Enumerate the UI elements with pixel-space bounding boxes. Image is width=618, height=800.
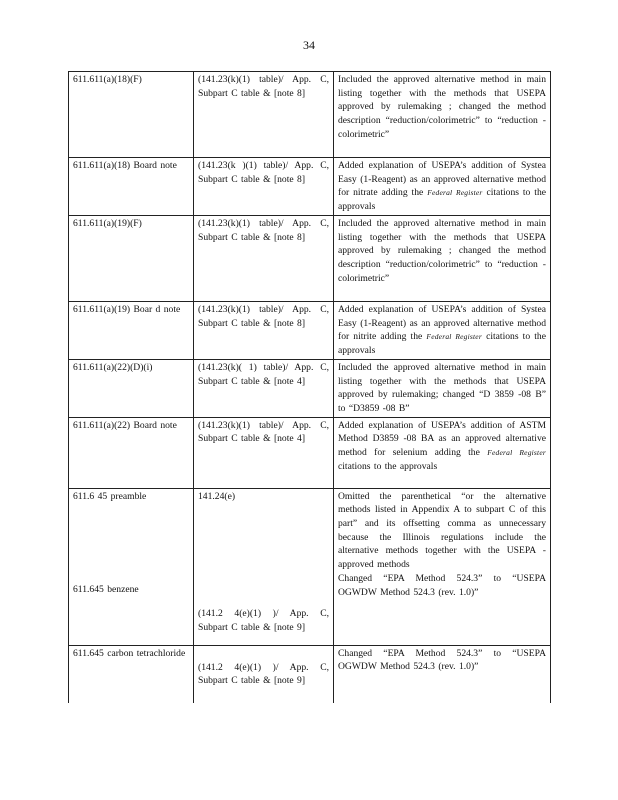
section-cell: 611.611(a)(19)(F)	[69, 215, 194, 301]
table-row	[69, 417, 551, 488]
table-row	[69, 215, 551, 301]
reference-cell: (141.23(k)(1) table)/ App. C, Subpart C table & [note 8]	[194, 215, 334, 301]
description-cell: Included the approved alternative method in main listing together with the methods that USEPA approved by rulemaking ; changed the method description “reduction/colorimetric” to “reduction - colorimetric”	[334, 215, 551, 301]
description-cell: Included the approved alternative method in main listing together with the methods that USEPA approved by rulemaking; changed “D 3859 -08 B” to “D3859 -08 B”	[334, 359, 551, 417]
section-cell: 611.611(a)(19) Boar d note	[69, 301, 194, 359]
reference-cell: (141.23(k)(1) table)/ App. C, Subpart C table & [note 4]	[194, 417, 334, 488]
section-cell: 611.645 carbon tetrachloride	[69, 645, 194, 703]
table-row	[69, 301, 551, 359]
description-cell: Omitted the parenthetical “or the alternative methods listed in Appendix A to subpart C of this part” and its offsetting comma as unnecessary because the Illinois regulations include the alternative methods together with the USEPA - approved methods Changed “EPA Method 524.3” to “USEPA OGWDW Method 524.3 (rev. 1.0)”	[334, 488, 551, 645]
description-cell: Added explanation of USEPA’s addition of Systea Easy (1-Reagent) as an approved alternative method for nitrate adding the Federal Register citations to the approvals	[334, 158, 551, 216]
reference-cell: (141.23(k)(1) table)/ App. C, Subpart C table & [note 8]	[194, 301, 334, 359]
reference-cell: (141.23(k )(1) table)/ App. C, Subpart C table & [note 8]	[194, 158, 334, 216]
description-cell: Added explanation of USEPA’s addition of Systea Easy (1-Reagent) as an approved alternative method for nitrite adding the Federal Register citations to the approvals	[334, 301, 551, 359]
reference-cell: (141.23(k)(1) table)/ App. C, Subpart C table & [note 8]	[194, 72, 334, 158]
description-cell: Included the approved alternative method in main listing together with the methods that USEPA approved by rulemaking ; changed the method description “reduction/colorimetric” to “reduction - colorimetric”	[334, 72, 551, 158]
reference-cell: (141.2 4(e)(1) )/ App. C, Subpart C table & [note 9]	[194, 645, 334, 703]
section-cell: 611.611(a)(22)(D)(i)	[69, 359, 194, 417]
table-row	[69, 645, 551, 703]
changes-table	[68, 71, 551, 703]
section-cell: 611.611(a)(18) Board note	[69, 158, 194, 216]
table-row	[69, 359, 551, 417]
page-number: 34	[303, 38, 315, 52]
description-cell: Added explanation of USEPA’s addition of ASTM Method D3859 -08 BA as an approved alternative method for selenium adding the Federal Register citations to the approvals	[334, 417, 551, 488]
table-row	[69, 158, 551, 216]
section-cell: 611.611(a)(18)(F)	[69, 72, 194, 158]
section-cell: 611.611(a)(22) Board note	[69, 417, 194, 488]
table-row	[69, 72, 551, 158]
reference-cell: 141.24(e) (141.2 4(e)(1) )/ App. C, Subpart C table & [note 9]	[194, 488, 334, 645]
section-cell: 611.6 45 preamble 611.645 benzene	[69, 488, 194, 645]
table-row	[69, 488, 551, 645]
description-cell: Changed “EPA Method 524.3” to “USEPA OGWDW Method 524.3 (rev. 1.0)”	[334, 645, 551, 703]
reference-cell: (141.23(k)( 1) table)/ App. C, Subpart C table & [note 4]	[194, 359, 334, 417]
